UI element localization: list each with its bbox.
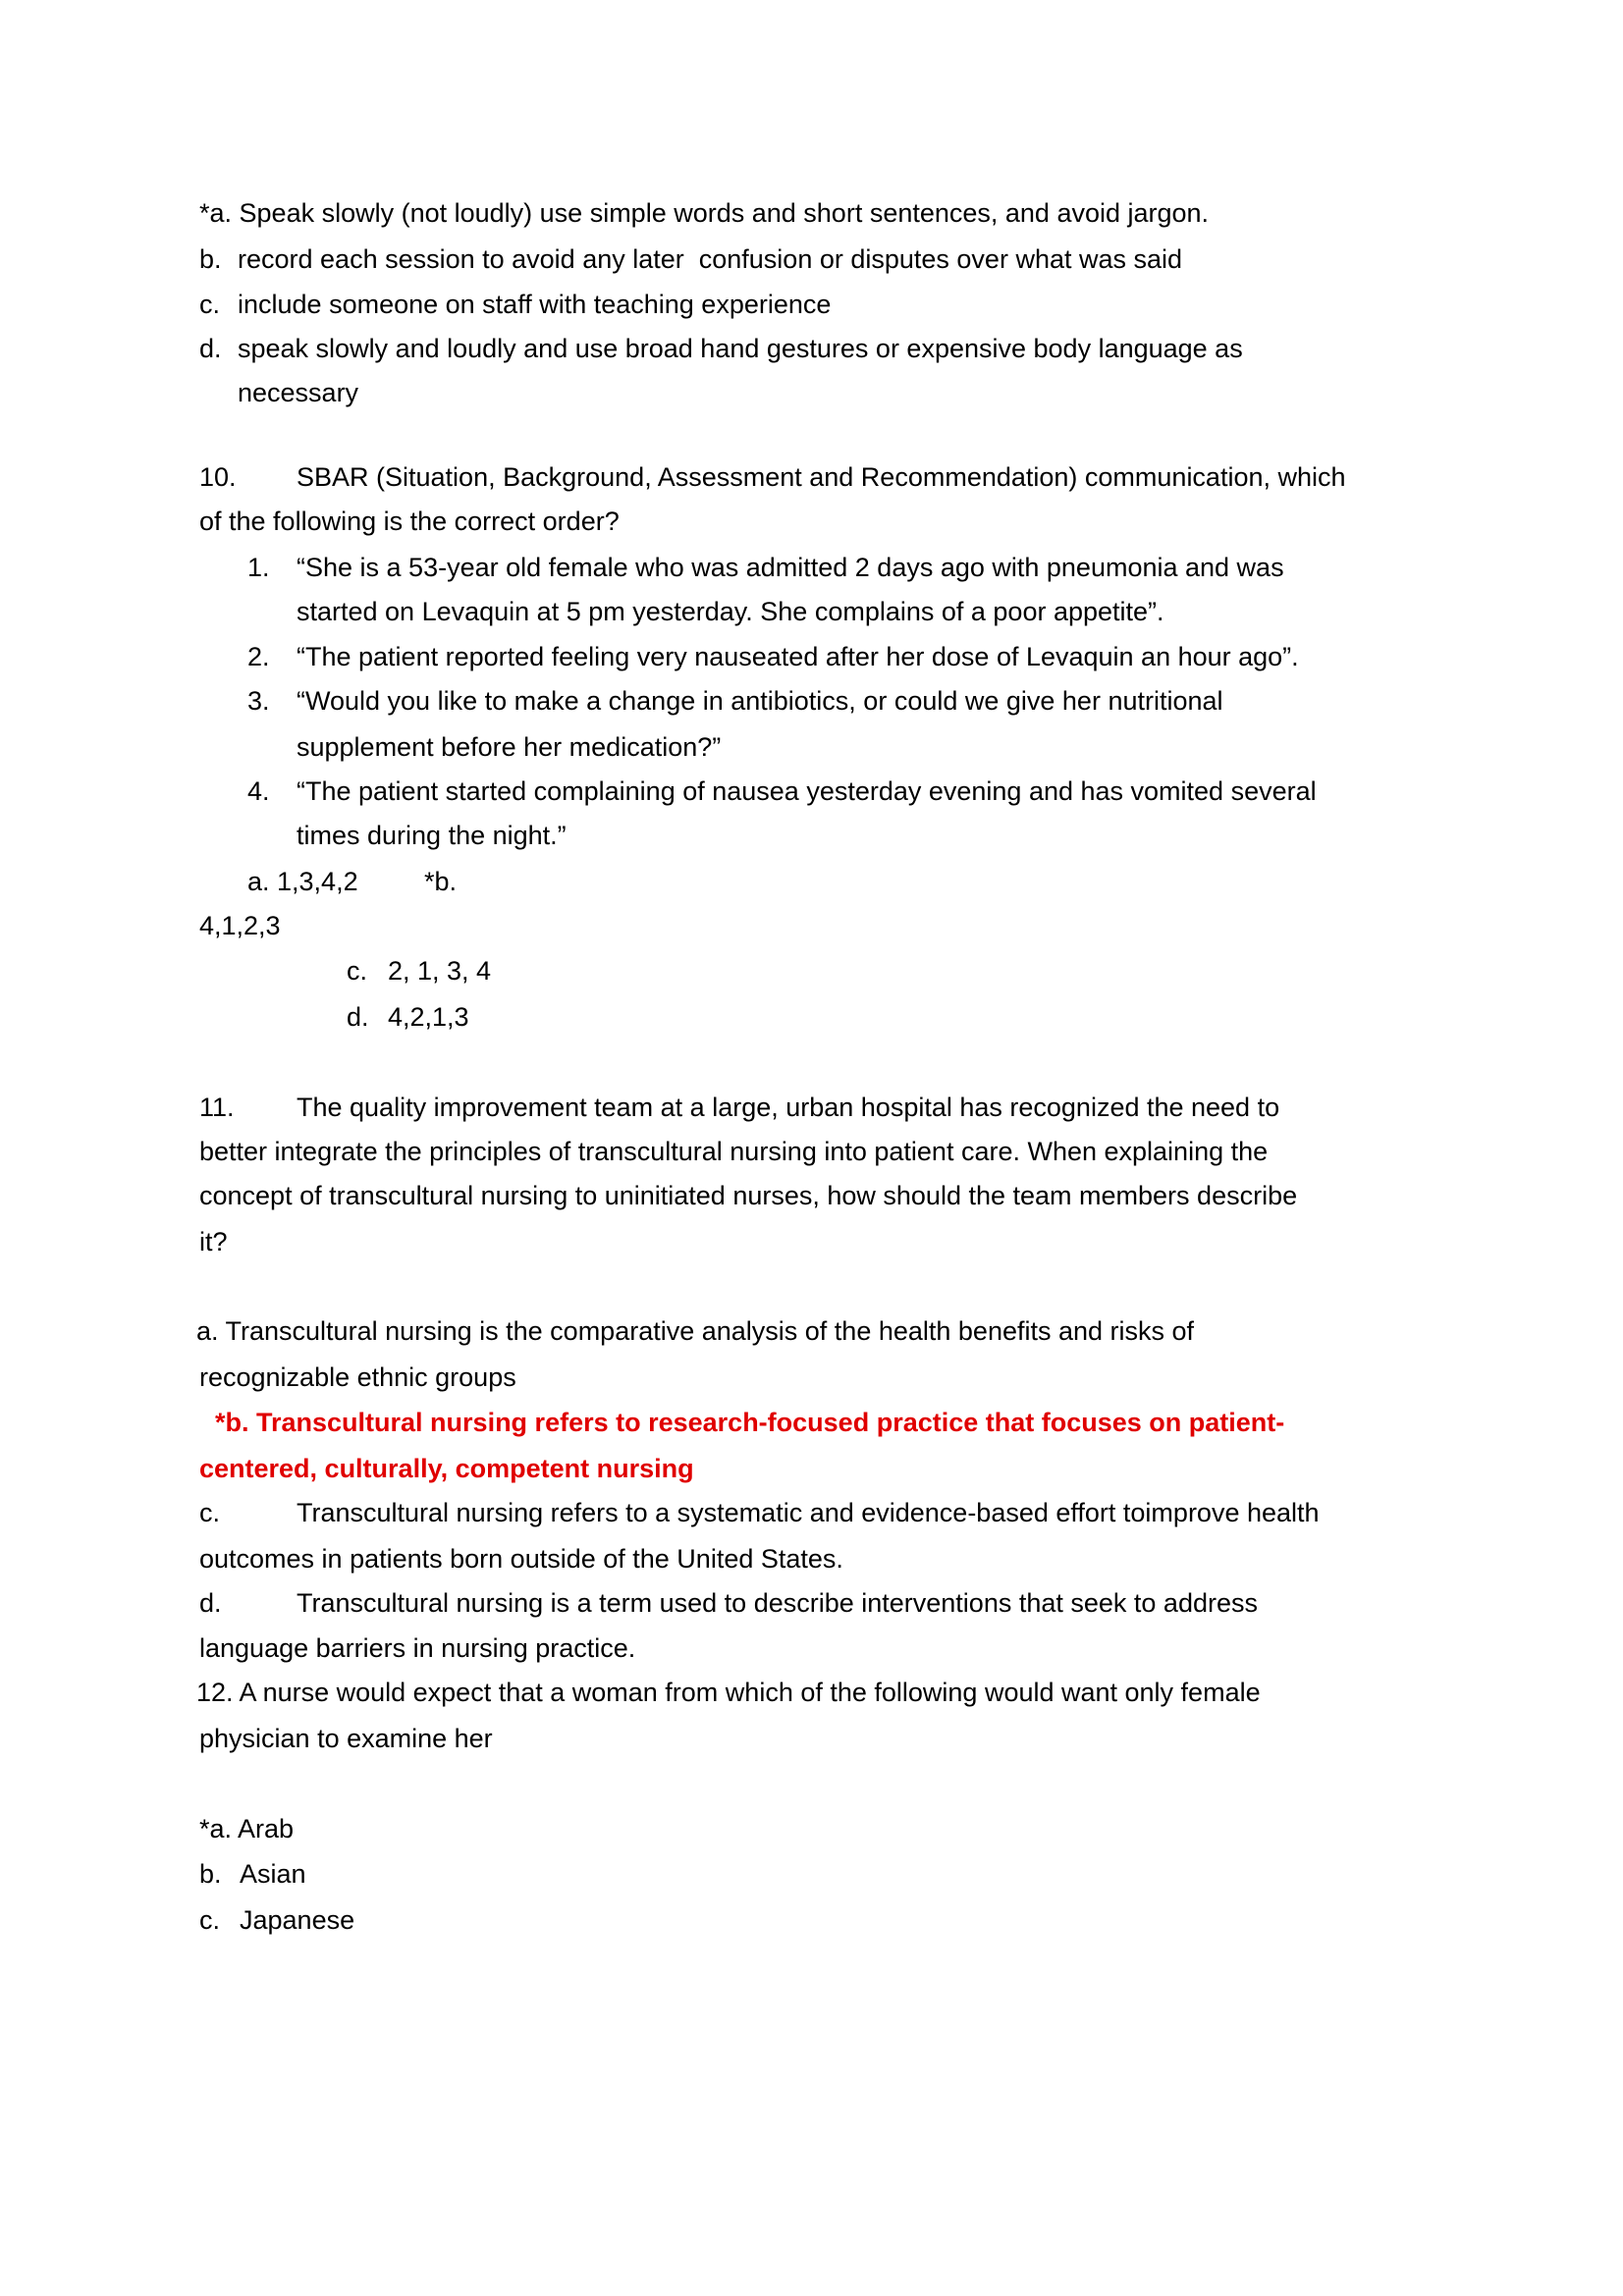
q10-item-number: 1. xyxy=(247,553,270,582)
q9-option-c-label: c. xyxy=(199,290,221,319)
q10-stem: SBAR (Situation, Background, Assessment and Recommendation) communication, which xyxy=(297,462,1346,492)
q11-stem-cont: better integrate the principles of transcultural nursing into patient care. When explaining the xyxy=(199,1137,1269,1166)
q11-option-a-cont: recognizable ethnic groups xyxy=(199,1362,516,1392)
q10-item: “The patient reported feeling very nauseated after her dose of Levaquin an hour ago”. xyxy=(297,642,1299,671)
q11-stem-cont: it? xyxy=(199,1227,228,1256)
q11-option-a: a. Transcultural nursing is the comparative analysis of the health benefits and risks of xyxy=(196,1316,1195,1346)
q11-stem-cont: concept of transcultural nursing to uninitiated nurses, how should the team members describe xyxy=(199,1181,1298,1210)
q10-stem-cont: of the following is the correct order? xyxy=(199,507,620,536)
q10-item: “The patient started complaining of nausea yesterday evening and has vomited several xyxy=(297,776,1317,806)
q10-item-cont: times during the night.” xyxy=(297,821,567,850)
q11-option-d: Transcultural nursing is a term used to describe interventions that seek to address xyxy=(297,1588,1258,1618)
q10-item-number: 3. xyxy=(247,686,270,716)
q11-option-c: Transcultural nursing refers to a systematic and evidence-based effort toimprove health xyxy=(297,1498,1320,1527)
q12-option-a: *a. Arab xyxy=(199,1814,295,1843)
q10-option-b-label: *b. xyxy=(424,867,458,896)
q10-item-number: 2. xyxy=(247,642,270,671)
q12-option-b-label: b. xyxy=(199,1859,222,1889)
q9-option-d-cont: necessary xyxy=(238,378,359,407)
q12-stem: 12. A nurse would expect that a woman from which of the following would want only female xyxy=(196,1678,1261,1707)
q10-item-number: 4. xyxy=(247,776,270,806)
q10-option-d-label: d. xyxy=(347,1002,369,1032)
q11-number: 11. xyxy=(199,1093,235,1122)
q9-option-b-label: b. xyxy=(199,244,222,274)
q9-option-b: record each session to avoid any later confusion or disputes over what was said xyxy=(238,244,1183,274)
q9-option-d: speak slowly and loudly and use broad hand gestures or expensive body language as xyxy=(238,334,1243,363)
q11-option-b-answer-cont: centered, culturally, competent nursing xyxy=(199,1454,694,1483)
q11-option-d-label: d. xyxy=(199,1588,222,1618)
q9-option-d-label: d. xyxy=(199,334,222,363)
q10-option-d: 4,2,1,3 xyxy=(388,1002,469,1032)
q11-option-b-answer: *b. Transcultural nursing refers to research-focused practice that focuses on patient- xyxy=(215,1408,1285,1437)
q10-option-c-label: c. xyxy=(347,956,368,986)
q11-option-c-label: c. xyxy=(199,1498,221,1527)
q10-item: “Would you like to make a change in antibiotics, or could we give her nutritional xyxy=(297,686,1223,716)
q11-option-d-cont: language barriers in nursing practice. xyxy=(199,1633,636,1663)
q10-option-a: a. 1,3,4,2 xyxy=(247,867,358,896)
q9-option-c: include someone on staff with teaching experience xyxy=(238,290,832,319)
q10-option-b: 4,1,2,3 xyxy=(199,911,281,940)
q10-number: 10. xyxy=(199,462,237,492)
q9-option-a: *a. Speak slowly (not loudly) use simple words and short sentences, and avoid jargon. xyxy=(199,198,1210,228)
q11-option-c-cont: outcomes in patients born outside of the United States. xyxy=(199,1544,843,1574)
q12-option-c-label: c. xyxy=(199,1905,221,1935)
q11-stem: The quality improvement team at a large, urban hospital has recognized the need to xyxy=(297,1093,1280,1122)
q10-option-c: 2, 1, 3, 4 xyxy=(388,956,492,986)
q12-option-c: Japanese xyxy=(240,1905,355,1935)
q10-item-cont: supplement before her medication?” xyxy=(297,732,722,762)
q12-option-b: Asian xyxy=(240,1859,306,1889)
q10-item: “She is a 53-year old female who was admitted 2 days ago with pneumonia and was xyxy=(297,553,1284,582)
q12-stem-cont: physician to examine her xyxy=(199,1724,493,1753)
q10-item-cont: started on Levaquin at 5 pm yesterday. She complains of a poor appetite”. xyxy=(297,597,1164,626)
